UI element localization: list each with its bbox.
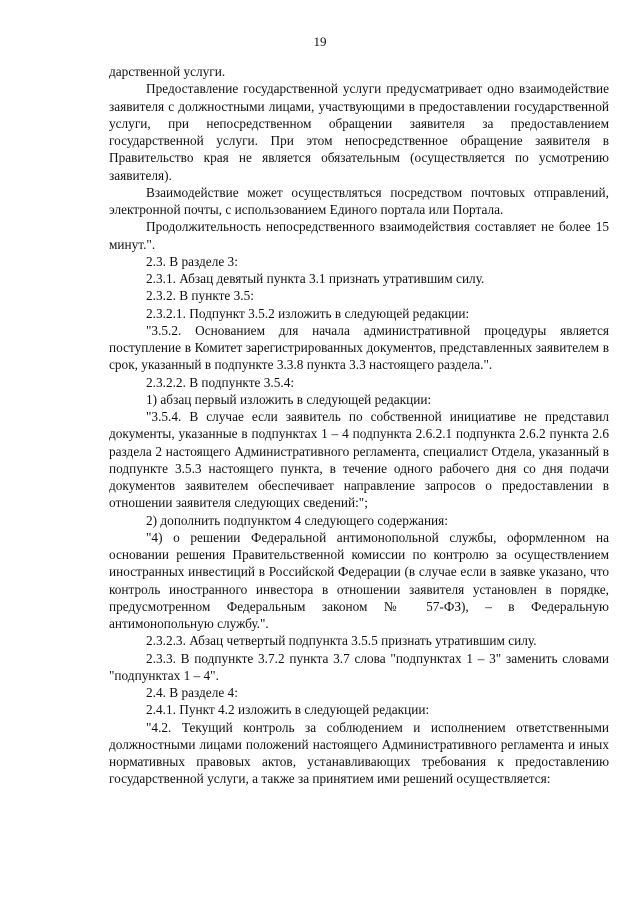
paragraph: дарственной услуги. — [109, 64, 226, 79]
paragraph: 1) абзац первый изложить в следующей редакции: — [146, 391, 432, 407]
quoted-paragraph: "4.2. Текущий контроль за соблюдением и исполнением ответственными должностными лицами положений настоящего Административного регламента и иных нормативных правовых актов, устанавливающих требования к предоставлению государственной услуги, а также за принятием ими решений осуществляется: — [109, 719, 609, 787]
paragraph: 2.3.1. Абзац девятый пункта 3.1 признать утратившим силу. — [146, 271, 485, 286]
paragraph: 2.3.2.1. Подпункт 3.5.2 изложить в следующей редакции: — [146, 305, 470, 321]
paragraph: Предоставление государственной услуги предусматривает одно взаимодействие заявителя с должностными лицами, участвующими в предоставлении государственной услуги, при непосредственном обращении заявителя за предоставлением государственной услуги. При этом непосредственное обращение заявителя в Правительство края не является обязательным (осуществляется по усмотрению заявителя). — [109, 81, 609, 183]
paragraph: Взаимодействие может осуществляться посредством почтовых отправлений, электронной почты, с использованием Единого портала или Портала. — [109, 184, 609, 217]
quoted-paragraph: "3.5.4. В случае если заявитель по собственной инициативе не представил документы, указанные в подпунктах 1 – 4 подпункта 2.6.2.1 подпункта 2.6.2 пункта 2.6 раздела 2 настоящего Административного регламента, специалист Отдела, указанный в подпункте 3.5.3 настоящего пункта, в течение одного рабочего дня со дня подачи документов заявителем обеспечивает направление запросов о предоставлении в отношении заявителя следующих сведений:"; — [109, 409, 609, 511]
section-heading: 2.3. В разделе 3: — [146, 253, 238, 269]
page-number: 19 — [313, 34, 327, 49]
paragraph: Продолжительность непосредственного взаимодействия составляет не более 15 минут.". — [109, 219, 609, 252]
paragraph: 2) дополнить подпунктом 4 следующего содержания: — [146, 512, 448, 528]
document-body — [109, 63, 609, 788]
paragraph: 2.3.2.2. В подпункте 3.5.4: — [146, 374, 295, 390]
quoted-paragraph: "3.5.2. Основанием для начала административной процедуры является поступление в Комитет зарегистрированных документов, представленных заявителем в срок, указанный в подпункте 3.3.8 пункта 3.3 настоящего раздела.". — [109, 322, 609, 373]
paragraph: 2.3.2.3. Абзац четвертый подпункта 3.5.5 признать утратившим силу. — [146, 633, 537, 649]
quoted-paragraph: "4) о решении Федеральной антимонопольной службы, оформленном на основании решения Правительственной комиссии по контролю за осуществлением иностранных инвестиций в Российской Федерации (в случае если в заявке указано, что контроль иностранного инвестора в отношении заявителя установлен в порядке, предусмотренном Федеральным законом № 57-ФЗ), – в Федеральную антимонопольную службу.". — [109, 529, 609, 631]
paragraph: 2.3.3. В подпункте 3.7.2 пункта 3.7 слова "подпунктах 1 – 3" заменить словами "подпунктах 1 – 4". — [109, 650, 609, 683]
paragraph: 2.4.1. Пункт 4.2 изложить в следующей редакции: — [146, 702, 430, 718]
paragraph: 2.3.2. В пункте 3.5: — [146, 288, 254, 304]
section-heading: 2.4. В разделе 4: — [146, 685, 238, 700]
